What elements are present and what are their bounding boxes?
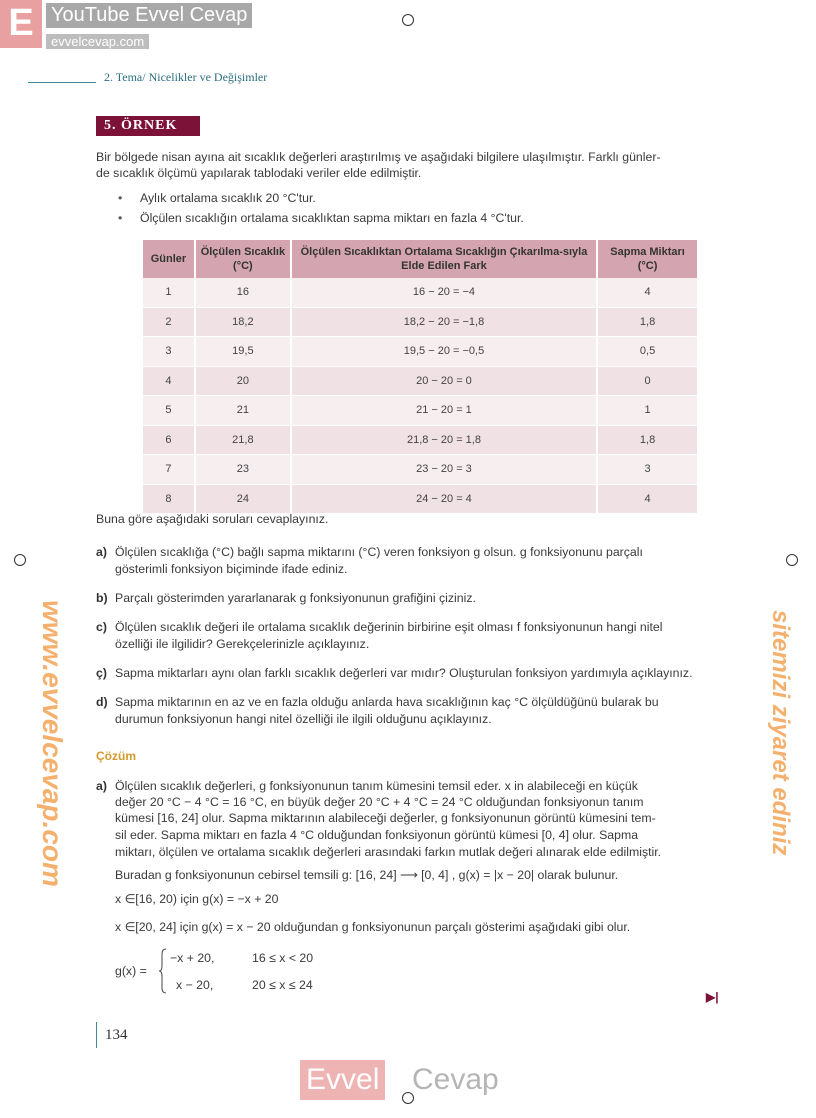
table-cell: 20 xyxy=(195,366,291,396)
table-cell: 18,2 − 20 = −1,8 xyxy=(291,307,597,337)
table-row xyxy=(143,366,698,396)
col-header-measured: Ölçülen Sıcaklık (°C) xyxy=(195,240,291,278)
solution-line: x ∈[20, 24] için g(x) = x − 20 olduğundan g fonksiyonunun parçalı gösterimi aşağıdaki gibi olur. xyxy=(115,920,631,934)
table-cell: 0,5 xyxy=(597,337,698,367)
diagonal-watermark: sitemizi ziyaret ediniz xyxy=(767,610,794,856)
question-text: Parçalı gösterimden yararlanarak g fonksiyonunun grafiğini çiziniz. xyxy=(115,591,476,605)
table-cell: 7 xyxy=(143,455,195,485)
table-cell: 21 − 20 = 1 xyxy=(291,396,597,426)
registration-mark-icon xyxy=(402,14,414,26)
intro-text: Bir bölgede nisan ayına ait sıcaklık değerleri araştırılmış ve aşağıdaki bilgilere ulaşılmıştır. Farklı günler- xyxy=(96,150,661,164)
table-cell: 16 − 20 = −4 xyxy=(291,278,597,307)
diagonal-watermark: www.evvelcevap.com xyxy=(37,600,68,887)
questions-lead: Buna göre aşağıdaki soruları cevaplayınız. xyxy=(96,512,329,526)
table-cell: 24 xyxy=(195,484,291,514)
intro-text: de sıcaklık ölçümü yapılarak tablodaki veriler elde edilmiştir. xyxy=(96,166,422,180)
bottom-brand-watermark: Evvel xyxy=(300,1060,385,1100)
table-cell: 21,8 − 20 = 1,8 xyxy=(291,425,597,455)
table-cell: 1 xyxy=(597,396,698,426)
table-cell: 23 xyxy=(195,455,291,485)
question-text: Sapma miktarının en az ve en fazla olduğu anlarda hava sıcaklığının kaç °C ölçüldüğünü bularak bu xyxy=(115,695,659,709)
table-cell: 2 xyxy=(143,307,195,337)
question-label: d) xyxy=(96,695,108,709)
table-cell: 3 xyxy=(597,455,698,485)
table-cell: 4 xyxy=(597,484,698,514)
bottom-brand-watermark: Cevap xyxy=(412,1063,499,1096)
table-cell: 18,2 xyxy=(195,307,291,337)
question-label: ç) xyxy=(96,666,107,680)
registration-mark-icon xyxy=(14,554,26,566)
table-cell: 20 − 20 = 0 xyxy=(291,366,597,396)
example-title: 5. ÖRNEK xyxy=(96,116,200,136)
solution-line: kümesi [16, 24] olur. Sapma miktarının alabileceği değerler, g fonksiyonunun görüntü kümesini tem- xyxy=(115,811,656,825)
solution-line: sil eder. Sapma miktarı en fazla 4 °C olduğundan fonksiyonun görüntü kümesi [0, 4] olur. Sapma xyxy=(115,828,639,842)
question-text: durumun fonksiyonun hangi nitel özelliği ile ilgili olduğunu açıklayınız. xyxy=(115,712,492,726)
table-row xyxy=(143,278,698,307)
header-rule xyxy=(28,82,96,83)
registration-mark-icon xyxy=(402,1092,414,1104)
site-watermark: evvelcevap.com xyxy=(46,34,149,49)
table-cell: 24 − 20 = 4 xyxy=(291,484,597,514)
table-cell: 4 xyxy=(597,278,698,307)
table-cell: 1,8 xyxy=(597,307,698,337)
question-text: özelliği ile ilgilidir? Gerekçelerinizle açıklayınız. xyxy=(115,637,370,651)
table-cell: 19,5 − 20 = −0,5 xyxy=(291,337,597,367)
question-text: Sapma miktarları aynı olan farklı sıcaklık değerleri var mıdır? Oluşturulan fonksiyon yardımıyla açıklayınız. xyxy=(115,666,693,680)
solution-line: miktarı, ölçülen ve ortalama sıcaklık değerleri arasındaki farkın mutlak değeri alınarak elde edilmiştir. xyxy=(115,845,662,859)
table-row xyxy=(143,484,698,514)
page-number: 134 xyxy=(105,1027,128,1043)
table-cell: 23 − 20 = 3 xyxy=(291,455,597,485)
case-1-expression: −x + 20, xyxy=(170,951,215,965)
question-text: Ölçülen sıcaklık değeri ile ortalama sıcaklık değerinin birbirine eşit olması f fonksiyonunun hangi nitel xyxy=(115,620,663,634)
table-cell: 19,5 xyxy=(195,337,291,367)
bullet-item: Aylık ortalama sıcaklık 20 °C'tur. xyxy=(140,191,316,205)
section-header: 2. Tema/ Nicelikler ve Değişimler xyxy=(104,70,268,84)
case-2-condition: 20 ≤ x ≤ 24 xyxy=(252,978,313,992)
table-cell: 1 xyxy=(143,278,195,307)
col-header-deviation: Sapma Miktarı (°C) xyxy=(597,240,698,278)
table-cell: 21 xyxy=(195,396,291,426)
solution-title: Çözüm xyxy=(96,749,136,763)
table-row xyxy=(143,425,698,455)
case-2-expression: x − 20, xyxy=(176,978,214,992)
solution-line: Ölçülen sıcaklık değerleri, g fonksiyonunun tanım kümesini temsil eder. x in alabileceği en küçük xyxy=(115,779,638,793)
table-cell: 8 xyxy=(143,484,195,514)
table-cell: 5 xyxy=(143,396,195,426)
table-cell: 6 xyxy=(143,425,195,455)
question-label: b) xyxy=(96,591,108,605)
brace-symbol xyxy=(158,948,167,994)
table-cell: 16 xyxy=(195,278,291,307)
evvelcevap-logo: E xyxy=(0,0,42,48)
table-cell: 21,8 xyxy=(195,425,291,455)
bullet-dot: • xyxy=(118,211,123,225)
table-cell: 4 xyxy=(143,366,195,396)
case-1-condition: 16 ≤ x < 20 xyxy=(252,951,314,965)
col-header-difference: Ölçülen Sıcaklıktan Ortalama Sıcaklığın Çıkarılma-sıyla Elde Edilen Fark xyxy=(291,240,597,278)
registration-mark-icon xyxy=(786,554,798,566)
solution-label: a) xyxy=(96,779,107,793)
solution-line: değer 20 °C − 4 °C = 16 °C, en büyük değer 20 °C + 4 °C = 24 °C olduğundan fonksiyonun tanım xyxy=(115,795,644,809)
question-text: gösterimli fonksiyon biçiminde ifade ediniz. xyxy=(115,562,348,576)
next-page-icon[interactable]: ▶| xyxy=(706,990,719,1004)
page-number-rule xyxy=(96,1022,97,1048)
solution-line: Buradan g fonksiyonunun cebirsel temsili g: [16, 24] ⟶ [0, 4] , g(x) = |x − 20| olarak bulunur. xyxy=(115,868,619,882)
youtube-watermark: YouTube Evvel Cevap xyxy=(46,3,252,28)
col-header-days: Günler xyxy=(143,240,195,278)
solution-line: x ∈[16, 20) için g(x) = −x + 20 xyxy=(115,892,279,906)
bullet-dot: • xyxy=(118,191,123,205)
bullet-item: Ölçülen sıcaklığın ortalama sıcaklıktan sapma miktarı en fazla 4 °C'tur. xyxy=(140,211,524,225)
piecewise-lhs: g(x) = xyxy=(115,964,147,978)
table-cell: 3 xyxy=(143,337,195,367)
table-row xyxy=(143,337,698,367)
question-label: a) xyxy=(96,545,107,559)
temperature-table xyxy=(143,240,699,514)
question-label: c) xyxy=(96,620,107,634)
table-cell: 0 xyxy=(597,366,698,396)
table-row xyxy=(143,396,698,426)
question-text: Ölçülen sıcaklığa (°C) bağlı sapma miktarını (°C) veren fonksiyon g olsun. g fonksiyonunu parçalı xyxy=(115,545,643,559)
table-cell: 1,8 xyxy=(597,425,698,455)
table-row xyxy=(143,307,698,337)
table-row xyxy=(143,455,698,485)
